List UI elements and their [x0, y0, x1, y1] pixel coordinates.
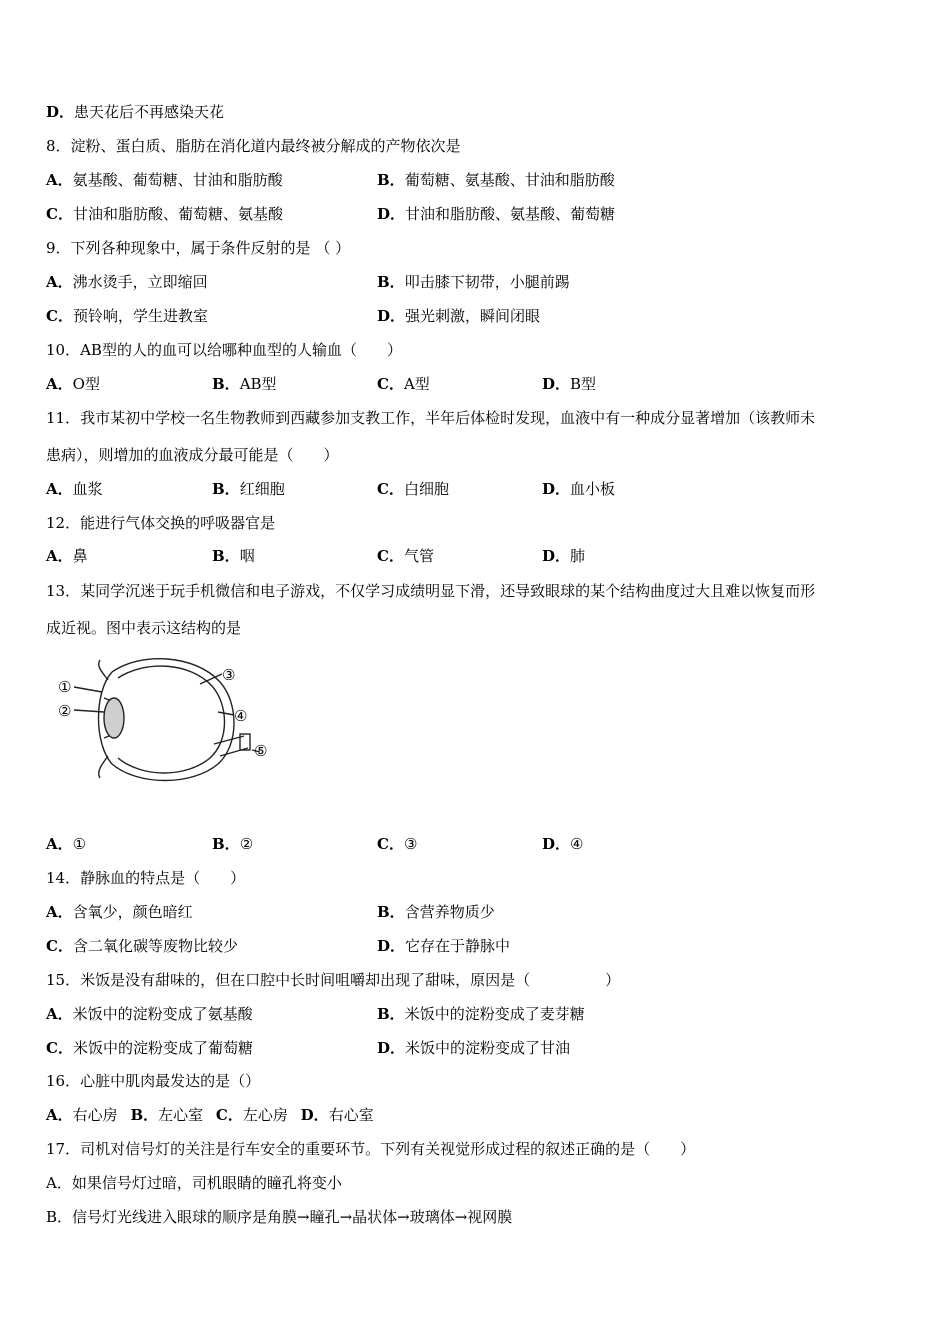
question-16-stem: 16．心脏中肌肉最发达的是（） [46, 1072, 261, 1090]
option-q14-d: D．它存在于静脉中 [377, 937, 511, 955]
figure-label-5: ⑤ [254, 742, 268, 760]
option-q15-d: D．米饭中的淀粉变成了甘油 [377, 1039, 571, 1057]
figure-label-2: ② [58, 702, 72, 720]
option-q8-a: A．氨基酸、葡萄糖、甘油和脂肪酸 [46, 171, 283, 189]
option-q12-a: A．鼻 [46, 547, 88, 565]
option-q9-a: A．沸水烫手，立即缩回 [46, 273, 208, 291]
question-11-stem-line1: 11．我市某初中学校一名生物教师到西藏参加支教工作，半年后体检时发现，血液中有一种成分显著增加（该教师未 [46, 409, 816, 427]
option-q8-c: C．甘油和脂肪酸、葡萄糖、氨基酸 [46, 205, 283, 223]
option-q12-d: D．肺 [542, 547, 586, 565]
option-q16-c: C．左心房 [215, 1106, 288, 1124]
option-q11-d: D．血小板 [542, 480, 616, 498]
option-q8-b: B．葡萄糖、氨基酸、甘油和脂肪酸 [377, 171, 615, 189]
question-11-stem-line2: 患病），则增加的血液成分最可能是（ ） [46, 446, 339, 464]
option-q8-d: D．甘油和脂肪酸、氨基酸、葡萄糖 [377, 205, 616, 223]
option-q13-a: A．① [46, 835, 87, 853]
option-q9-b: B．叩击膝下韧带，小腿前踢 [377, 273, 570, 291]
option-q16-d: D．右心室 [300, 1106, 374, 1124]
figure-label-1: ① [58, 678, 72, 696]
option-q17-b: B．信号灯光线进入眼球的顺序是角膜→瞳孔→晶状体→玻璃体→视网膜 [46, 1208, 513, 1226]
option-q15-c: C．米饭中的淀粉变成了葡萄糖 [46, 1039, 253, 1057]
question-16-options [46, 1105, 374, 1125]
option-q11-b: B．红细胞 [212, 480, 285, 498]
question-15-stem: 15．米饭是没有甜味的，但在口腔中长时间咀嚼却出现了甜味，原因是（ ） [46, 971, 621, 989]
option-q11-a: A．血浆 [46, 480, 103, 498]
question-14-stem: 14．静脉血的特点是（ ） [46, 869, 246, 887]
question-13-stem-line1: 13．某同学沉迷于玩手机微信和电子游戏，不仅学习成绩明显下滑，还导致眼球的某个结构曲度过大且难以恢复而形 [46, 582, 816, 600]
option-q13-b: B．② [212, 835, 254, 853]
option-q16-a: A．右心房 [46, 1106, 118, 1124]
option-q10-c: C．A型 [377, 375, 430, 393]
option-q10-a: A．O型 [46, 375, 100, 393]
question-13-stem-line2: 成近视。图中表示这结构的是 [46, 619, 242, 637]
option-q14-b: B．含营养物质少 [377, 903, 495, 921]
option-q11-c: C．白细胞 [377, 480, 449, 498]
option-q14-c: C．含二氧化碳等废物比较少 [46, 937, 238, 955]
question-12-stem: 12．能进行气体交换的呼吸器官是 [46, 514, 276, 532]
option-q12-c: C．气管 [377, 547, 434, 565]
question-10-stem: 10．AB型的人的血可以给哪种血型的人输血（ ） [46, 341, 402, 359]
eyeball-inner-wall [118, 666, 225, 773]
option-q13-c: C．③ [377, 835, 418, 853]
lens [104, 698, 124, 738]
figure-label-3: ③ [222, 666, 236, 684]
option-q10-d: D．B型 [542, 375, 597, 393]
option-q15-a: A．米饭中的淀粉变成了氨基酸 [46, 1005, 253, 1023]
figure-label-4: ④ [234, 707, 248, 725]
eyeball-diagram [50, 652, 280, 788]
option-q12-b: B．咽 [212, 547, 255, 565]
option-q16-b: B．左心室 [130, 1106, 204, 1124]
option-q10-b: B．AB型 [212, 375, 277, 393]
option-q17-a: A．如果信号灯过暗，司机眼睛的瞳孔将变小 [46, 1174, 342, 1192]
option-q13-d: D．④ [542, 835, 584, 853]
option-q15-b: B．米饭中的淀粉变成了麦芽糖 [377, 1005, 585, 1023]
question-8-stem: 8．淀粉、蛋白质、脂肪在消化道内最终被分解成的产物依次是 [46, 137, 461, 155]
option-q7-d: D．患天花后不再感染天花 [46, 103, 225, 121]
option-q9-d: D．强光刺激，瞬间闭眼 [377, 307, 541, 325]
option-q14-a: A．含氧少，颜色暗红 [46, 903, 193, 921]
question-17-stem: 17．司机对信号灯的关注是行车安全的重要环节。下列有关视觉形成过程的叙述正确的是（ ） [46, 1140, 696, 1158]
option-q9-c: C．预铃响，学生进教室 [46, 307, 208, 325]
question-9-stem: 9．下列各种现象中，属于条件反射的是 （ ） [46, 239, 351, 257]
